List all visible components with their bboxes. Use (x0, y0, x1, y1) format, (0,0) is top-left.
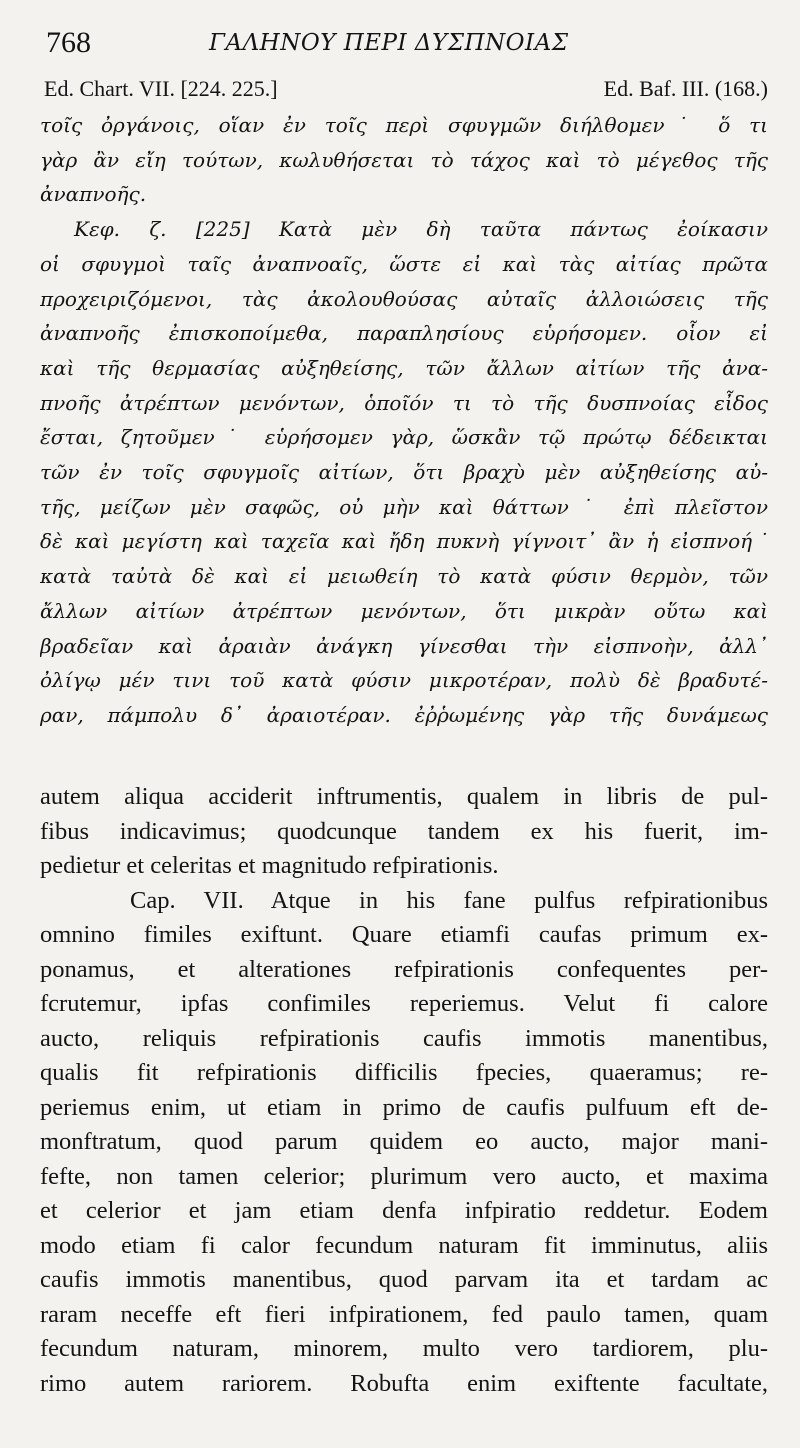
latin-line: monftratum, quod parum quidem eo aucto, major mani- (40, 1128, 768, 1155)
latin-line: pedietur et celeritas et magnitudo refpirationis. (40, 852, 499, 879)
edition-chartier-reference: Ed. Chart. VII. [224. 225.] (44, 76, 278, 101)
latin-line: fefte, non tamen celerior; plurimum vero aucto, et maxima (40, 1162, 768, 1190)
greek-line: ὀλίγῳ μέν τινι τοῦ κατὰ φύσιν μικροτέραν, πολὺ δὲ βραδυτέ- (40, 668, 768, 693)
greek-line: καὶ τῆς θερμασίας αὐξηθείσης, τῶν ἄλλων αἰτίων τῆς ἀνα- (40, 355, 768, 380)
greek-line: ἀναπνοῆς ἐπισκοποίμεθα, παραπλησίους εὑρήσομεν. οἷον εἰ (40, 321, 768, 346)
running-title: ΓΑΛΗΝΟΥ ΠΕΡΙ ΔΥΣΠΝΟΙΑΣ (209, 30, 569, 56)
edition-reference-line (44, 76, 768, 106)
page-number: 768 (46, 26, 91, 59)
greek-line: ἔσται, ζητοῦμεν˙ εὑρήσομεν γὰρ, ὥσκἂν τῷ πρώτῳ δέδεικται (40, 425, 768, 450)
latin-line: rimo autem rariorem. Robufta enim exiftente facultate, (40, 1369, 768, 1397)
latin-line: caufis immotis manentibus, quod parvam ita et tardam ac (40, 1266, 768, 1293)
latin-line: periemus enim, ut etiam in primo de caufis pulfuum eft de- (40, 1093, 768, 1121)
greek-line: δὲ καὶ μεγίστη καὶ ταχεῖα καὶ ἤδη πυκνὴ γίγνοιτ᾽ ἂν ἡ εἰσπνοή˙ (40, 529, 768, 554)
latin-line: qualis fit refpirationis difficilis fpecies, quaeramus; re- (40, 1059, 768, 1086)
latin-line: fibus indicavimus; quodcunque tandem ex his fuerit, im- (40, 817, 768, 845)
greek-line: τῶν ἐν τοῖς σφυγμοῖς αἰτίων, ὅτι βραχὺ μὲν αὐξηθείσης αὐ- (40, 460, 768, 485)
greek-text-block (40, 108, 768, 733)
latin-line: raram neceffe eft fieri infpirationem, fed paulo tamen, quam (40, 1300, 768, 1328)
latin-line: modo etiam fi calor fecundum naturam fit imminutus, aliis (40, 1231, 768, 1259)
greek-line: οἱ σφυγμοὶ ταῖς ἀναπνοαῖς, ὥστε εἰ καὶ τὰς αἰτίας πρῶτα (40, 251, 768, 276)
greek-line: ἄλλων αἰτίων ἀτρέπτων μενόντων, ὅτι μικρὰν οὕτω καὶ (40, 598, 768, 623)
latin-line: autem aliqua acciderit inftrumentis, qualem in libris de pul- (40, 783, 768, 810)
greek-line: ραν, πάμπολυ δ᾽ ἀραιοτέραν. ἐῤῥωμένης γὰρ τῆς δυνάμεως (40, 702, 768, 727)
latin-line: fecundum naturam, minorem, multo vero tardiorem, plu- (40, 1335, 768, 1362)
latin-line: aucto, reliquis refpirationis caufis immotis manentibus, (40, 1024, 768, 1052)
greek-line: γὰρ ἂν εἴη τούτων, κωλυθήσεται τὸ τάχος καὶ τὸ μέγεθος τῆς (40, 147, 768, 172)
latin-line: et celerior et jam etiam denfa infpiratio reddetur. Eodem (40, 1197, 768, 1224)
latin-chapter-heading-line: Cap. VII. Atque in his fane pulfus refpirationibus (130, 886, 768, 914)
greek-line: βραδεῖαν καὶ ἀραιὰν ἀνάγκη γίνεσθαι τὴν εἰσπνοὴν, ἀλλ᾽ (40, 633, 768, 658)
greek-line: τοῖς ὀργάνοις, οἵαν ἐν τοῖς περὶ σφυγμῶν διήλθομεν˙ ὅ τι (40, 113, 768, 137)
greek-line: πνοῆς ἀτρέπτων μενόντων, ὁποῖόν τι τὸ τῆς δυσπνοίας εἶδος (40, 390, 768, 415)
edition-basel-reference: Ed. Baf. III. (168.) (603, 76, 768, 101)
greek-line: προχειριζόμενοι, τὰς ἀκολουθούσας αὐταῖς ἀλλοιώσεις τῆς (40, 286, 768, 311)
page-header (44, 26, 770, 66)
latin-line: ponamus, et alterationes refpirationis confequentes per- (40, 955, 768, 983)
latin-line: omnino fimiles exiftunt. Quare etiamfi caufas primum ex- (40, 921, 768, 948)
greek-line: τῆς, μείζων μὲν σαφῶς, οὐ μὴν καὶ θάττων˙ ἐπὶ πλεῖστον (40, 494, 768, 519)
latin-line: fcrutemur, ipfas confimiles reperiemus. Velut fi calore (40, 990, 768, 1017)
greek-line: κατὰ ταὐτὰ δὲ καὶ εἰ μειωθείη τὸ κατὰ φύσιν θερμὸν, τῶν (40, 564, 768, 589)
greek-chapter-heading-line: Κεφ. ζ. [225] Κατὰ μὲν δὴ ταῦτα πάντως ἐοίκασιν (74, 217, 768, 242)
latin-text-block (40, 780, 768, 1401)
greek-line: ἀναπνοῆς. (40, 182, 147, 207)
